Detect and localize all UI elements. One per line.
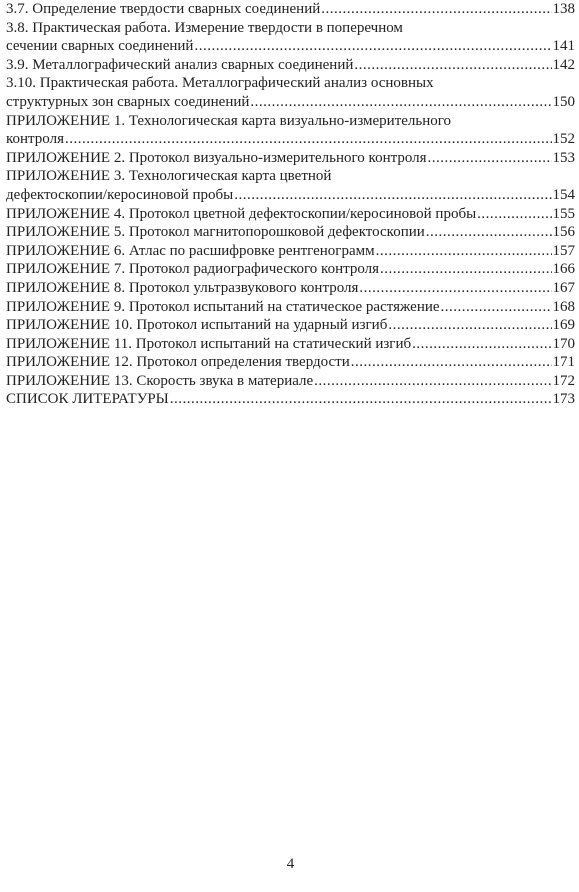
toc-entry-title: 3.10. Практическая работа. Металлографический анализ основных [6, 75, 434, 92]
table-of-contents [6, 0, 575, 409]
toc-leader-dots [65, 130, 552, 149]
toc-entry-title: ПРИЛОЖЕНИЕ 6. Атлас по расшифровке рентгенограмм [6, 242, 375, 259]
toc-entry-title: ПРИЛОЖЕНИЕ 2. Протокол визуально-измерительного контроля [6, 149, 427, 166]
toc-leader-dots [170, 390, 552, 409]
toc-entry-title: ПРИЛОЖЕНИЕ 3. Технологическая карта цветной [6, 168, 332, 185]
toc-entry-appendix-2[interactable] [6, 149, 575, 168]
toc-leader-dots [354, 56, 551, 75]
toc-entry-title: 3.9. Металлографический анализ сварных соединений [6, 56, 354, 73]
toc-leader-dots [359, 279, 551, 298]
toc-entry-appendix-9[interactable] [6, 298, 575, 317]
toc-leader-dots [351, 353, 552, 372]
toc-leader-dots [477, 205, 551, 224]
toc-leader-dots [250, 93, 551, 112]
toc-entry-appendix-13[interactable] [6, 372, 575, 391]
toc-entry-page: 172 [552, 372, 575, 389]
toc-entry-page: 171 [552, 354, 575, 371]
toc-entry-page: 167 [552, 279, 575, 296]
toc-leader-dots [380, 260, 551, 279]
toc-entry-page: 155 [552, 205, 575, 222]
toc-entry-title: ПРИЛОЖЕНИЕ 8. Протокол ультразвукового контроля [6, 279, 359, 296]
toc-entry-page: 154 [552, 186, 575, 203]
toc-entry-appendix-10[interactable] [6, 316, 575, 335]
toc-entry-page: 169 [552, 317, 575, 334]
toc-entry-appendix-4[interactable] [6, 205, 575, 224]
toc-entry-title: СПИСОК ЛИТЕРАТУРЫ [6, 391, 169, 408]
toc-leader-dots [388, 316, 551, 335]
toc-entry-bibliography[interactable] [6, 390, 575, 409]
toc-leader-dots [426, 223, 552, 242]
toc-entry-page: 141 [552, 38, 575, 55]
toc-entry-title: 3.7. Определение твердости сварных соединений [6, 1, 321, 17]
toc-entry-title: ПРИЛОЖЕНИЕ 7. Протокол радиографического контроля [6, 261, 380, 278]
toc-entry-page: 150 [552, 93, 575, 110]
toc-leader-dots [441, 298, 552, 317]
toc-entry-title: ПРИЛОЖЕНИЕ 13. Скорость звука в материале [6, 372, 314, 389]
toc-leader-dots [194, 37, 551, 56]
toc-leader-dots [376, 242, 552, 261]
toc-entry-title: ПРИЛОЖЕНИЕ 10. Протокол испытаний на ударный изгиб [6, 317, 388, 334]
toc-leader-dots [234, 186, 551, 205]
toc-entry-page: 138 [552, 1, 575, 17]
page-number: 4 [286, 856, 295, 872]
toc-entry-title: ПРИЛОЖЕНИЕ 1. Технологическая карта визуально-измерительного [6, 112, 452, 129]
toc-entry-title: 3.8. Практическая работа. Измерение твердости в поперечном [6, 19, 403, 36]
toc-entry-appendix-11[interactable] [6, 335, 575, 354]
toc-entry-page: 168 [552, 298, 575, 315]
toc-entry-3-7[interactable] [6, 0, 575, 19]
toc-entry-appendix-12[interactable] [6, 353, 575, 372]
toc-leader-dots [428, 149, 552, 168]
toc-entry-appendix-7[interactable] [6, 260, 575, 279]
toc-entry-title: ПРИЛОЖЕНИЕ 12. Протокол определения твердости [6, 354, 350, 371]
toc-entry-page: 156 [552, 224, 575, 241]
toc-entry-page: 152 [552, 131, 575, 148]
toc-entry-page: 142 [552, 56, 575, 73]
toc-entry-3-9[interactable] [6, 56, 575, 75]
toc-entry-page: 170 [552, 335, 575, 352]
toc-entry-title-continued: структурных зон сварных соединений [6, 93, 250, 110]
toc-entry-page: 153 [552, 149, 575, 166]
toc-entry-appendix-6[interactable] [6, 242, 575, 261]
toc-entry-3-8[interactable] [6, 19, 575, 56]
toc-entry-appendix-3[interactable] [6, 167, 575, 204]
toc-entry-page: 173 [552, 391, 575, 408]
toc-entry-title: ПРИЛОЖЕНИЕ 9. Протокол испытаний на статическое растяжение [6, 298, 440, 315]
document-page [6, 0, 575, 892]
toc-entry-title-continued: дефектоскопии/керосиновой пробы [6, 186, 234, 203]
toc-entry-title: ПРИЛОЖЕНИЕ 4. Протокол цветной дефектоскопии/керосиновой пробы [6, 205, 477, 222]
toc-leader-dots [314, 372, 551, 391]
toc-entry-title: ПРИЛОЖЕНИЕ 5. Протокол магнитопорошковой дефектоскопии [6, 224, 425, 241]
toc-entry-title: ПРИЛОЖЕНИЕ 11. Протокол испытаний на статический изгиб [6, 335, 412, 352]
toc-entry-title-continued: контроля [6, 131, 64, 148]
toc-leader-dots [321, 0, 551, 19]
toc-entry-appendix-8[interactable] [6, 279, 575, 298]
toc-entry-3-10[interactable] [6, 74, 575, 111]
toc-entry-page: 166 [552, 261, 575, 278]
toc-leader-dots [412, 335, 551, 354]
toc-entry-appendix-1[interactable] [6, 112, 575, 149]
toc-entry-page: 157 [552, 242, 575, 259]
toc-entry-title-continued: сечении сварных соединений [6, 38, 194, 55]
toc-entry-appendix-5[interactable] [6, 223, 575, 242]
